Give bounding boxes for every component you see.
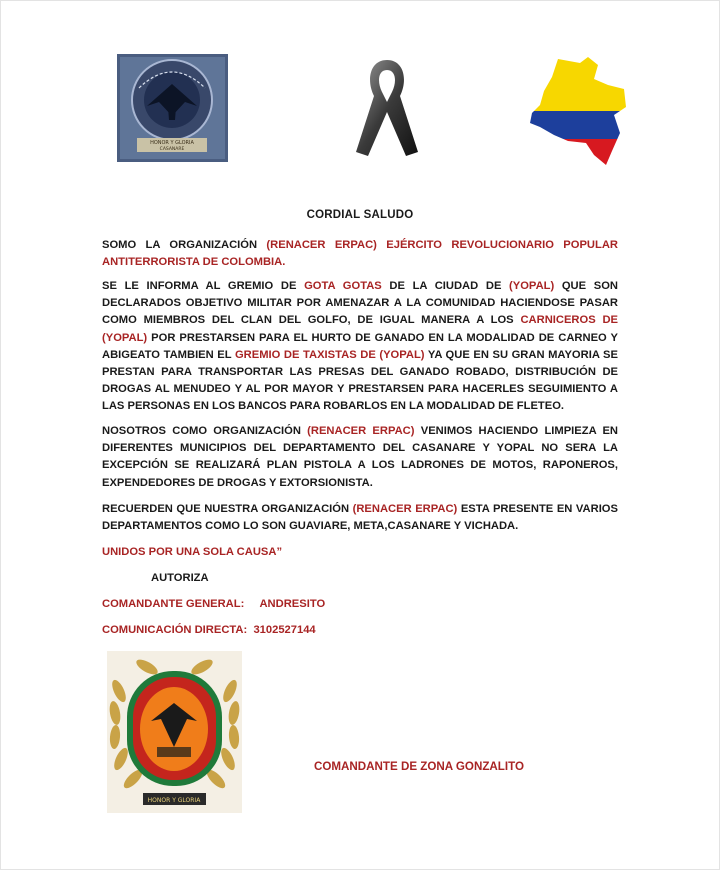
organization-name: (RENACER ERPAC) EJÉRCITO REVOLUCIONARIO POPULAR ANTITERRORISTA DE COLOMBIA. (102, 239, 618, 269)
text: POR PRESTARSEN PARA EL HURTO DE GANADO EN LA MODALIDAD DE CARNEO Y ABIGEATO TAMBIEN EL (102, 331, 618, 361)
logo-place: CASANARE (159, 147, 185, 152)
text: RECUERDEN QUE NUESTRA ORGANIZACIÓN (102, 503, 353, 515)
highlight: CARNICEROS DE (YOPAL) (102, 314, 618, 344)
paragraph-notice (102, 278, 618, 416)
zone-commander: COMANDANTE DE ZONA GONZALITO (314, 760, 524, 773)
slogan: UNIDOS POR UNA SOLA CAUSA” (102, 546, 283, 558)
black-mourning-ribbon-icon (350, 52, 424, 162)
page-title: CORDIAL SALUDO (306, 209, 414, 221)
text: YA QUE EN SU GRAN MAYORIA SE PRESTAN PARA TRANSPORTAR LAS PRESAS DEL GANADO ROBADO, DISTRIBUCIÓN DE DROGAS AL MENUDEO Y AL POR MAYOR Y PRESTARSEN PARA HACERLES SEGUIMIENTO A LAS PERSONAS EN LOS BANCOS PARA ROBARLOS EN LA MODALIDAD DE FLETEO. (102, 348, 618, 413)
text: VENIMOS HACIENDO LIMPIEZA EN DIFERENTES MUNICIPIOS DEL DEPARTAMENTO DEL CASANARE Y YOPAL NO SERA LA EXCEPCIÓN SE REALIZARÁ PLAN PISTOLA A LOS LADRONES DE MOTOS, RAPONEROS, EXPENDEDORES DE DROGAS Y EXTORSIONISTA. (102, 425, 619, 489)
paragraph-cleanup (102, 423, 618, 492)
text: SE LE INFORMA AL GREMIO DE (102, 280, 305, 292)
highlight: GOTA GOTAS (304, 280, 382, 292)
logo-motto: HONOR Y GLORIA (150, 140, 194, 146)
text: NOSOTROS COMO ORGANIZACIÓN (102, 425, 308, 437)
text: DE LA CIUDAD DE (381, 280, 510, 292)
highlight: (YOPAL) (509, 280, 555, 292)
general-commander-name: ANDRESITO (259, 598, 326, 610)
colombia-flag-map-icon (528, 55, 630, 168)
authorizes-label: AUTORIZA (151, 572, 209, 584)
renacer-erpac-logo (117, 54, 228, 162)
direct-communication-label: COMUNICACIÓN DIRECTA: (102, 624, 248, 636)
general-commander (102, 598, 325, 610)
highlight: (RENACER ERPAC) (307, 425, 415, 437)
highlight: (RENACER ERPAC) (352, 503, 458, 515)
paragraph-presence (102, 501, 618, 535)
laurel-wreath-emblem-icon (107, 651, 242, 813)
general-commander-label: COMANDANTE GENERAL: (102, 598, 245, 610)
text: QUE SON DECLARADOS OBJETIVO MILITAR POR AMENAZAR A LA COMUNIDAD HACIENDOSE PASAR COMO MIEMBROS DEL CLAN DEL GOLFO, DE IGUAL MANERA A LOS (102, 280, 618, 327)
direct-communication (102, 624, 316, 636)
paragraph-organization (102, 237, 618, 271)
text: ESTA PRESENTE EN VARIOS DEPARTAMENTOS COMO LO SON GUAVIARE, META,CASANARE Y VICHADA. (102, 503, 618, 533)
highlight: GREMIO DE TAXISTAS DE (YOPAL) (234, 348, 425, 361)
emblem-motto: HONOR Y GLORIA (147, 797, 201, 804)
direct-communication-number: 3102527144 (253, 624, 316, 636)
text: SOMO LA ORGANIZACIÓN (102, 239, 267, 251)
